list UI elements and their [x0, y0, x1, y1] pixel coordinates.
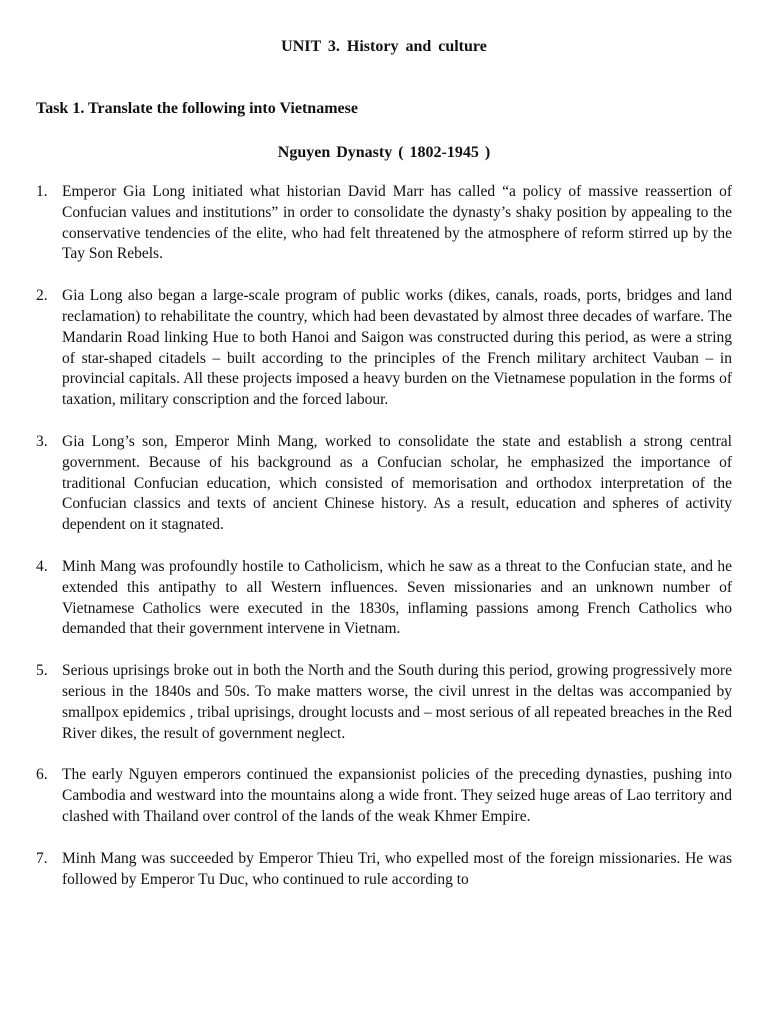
list-item: [36, 765, 732, 827]
unit-title: UNIT 3. History and culture: [281, 38, 487, 55]
list-item: [36, 661, 732, 744]
list-item: [36, 286, 732, 411]
item-number: 3.: [36, 432, 48, 450]
item-number: 4.: [36, 557, 48, 575]
item-text: Gia Long’s son, Emperor Minh Mang, worked to consolidate the state and establish a strong central government. Because of his background as a Confucian scholar, he emphasized the importance of traditional Confucian education, which consisted of memorisation and orthodox interpretation of the Confucian classics and texts of ancient Chinese history. As a result, education and spheres of activity dependent on it stagnated.: [62, 432, 732, 534]
item-number: 6.: [36, 766, 48, 784]
item-number: 5.: [36, 662, 48, 680]
list-item: [36, 432, 732, 536]
numbered-paragraph-list: [36, 182, 732, 911]
task-heading: Task 1. Translate the following into Vietnamese: [36, 100, 358, 117]
item-text: Minh Mang was succeeded by Emperor Thieu Tri, who expelled most of the foreign missionaries. He was followed by Emperor Tu Duc, who continued to rule according to: [62, 849, 732, 888]
section-title: Nguyen Dynasty ( 1802-1945 ): [277, 144, 491, 161]
item-number: 7.: [36, 849, 48, 867]
item-text: Gia Long also began a large-scale program of public works (dikes, canals, roads, ports, bridges and land reclamation) to rehabilitate the country, which had been devastated by almost three decades of warfare. The Mandarin Road linking Hue to both Hanoi and Saigon was constructed during this period, as were a string of star-shaped citadels – built according to the principles of the French military architect Vauban – in provincial capitals. All these projects imposed a heavy burden on the Vietnamese population in the forms of taxation, military conscription and the forced labour.: [62, 287, 732, 409]
item-text: Emperor Gia Long initiated what historian David Marr has called “a policy of massive reassertion of Confucian values and institutions” in order to consolidate the dynasty’s shaky position by appealing to the conservative tendencies of the elite, who had felt threatened by the atmosphere of reform stirred up by the Tay Son Rebels.: [62, 183, 732, 263]
item-text: The early Nguyen emperors continued the expansionist policies of the preceding dynasties, pushing into Cambodia and westward into the mountains along a wide front. They seized huge areas of Lao territory and clashed with Thailand over control of the lands of the weak Khmer Empire.: [62, 766, 732, 825]
list-item: [36, 849, 732, 891]
item-number: 2.: [36, 287, 48, 305]
item-number: 1.: [36, 183, 48, 200]
list-item: [36, 182, 732, 265]
item-text: Minh Mang was profoundly hostile to Catholicism, which he saw as a threat to the Confucian state, and he extended this antipathy to all Western influences. Seven missionaries and an unknown number of Vietnamese Catholics were executed in the 1830s, inflaming passions among French Catholics who demanded that their government intervene in Vietnam.: [62, 557, 732, 638]
list-item: [36, 557, 732, 640]
item-text: Serious uprisings broke out in both the North and the South during this period, growing progressively more serious in the 1840s and 50s. To make matters worse, the civil unrest in the deltas was accompanied by smallpox epidemics , tribal uprisings, drought locusts and – most serious of all repeated breaches in the Red River dikes, the result of government neglect.: [62, 662, 732, 742]
